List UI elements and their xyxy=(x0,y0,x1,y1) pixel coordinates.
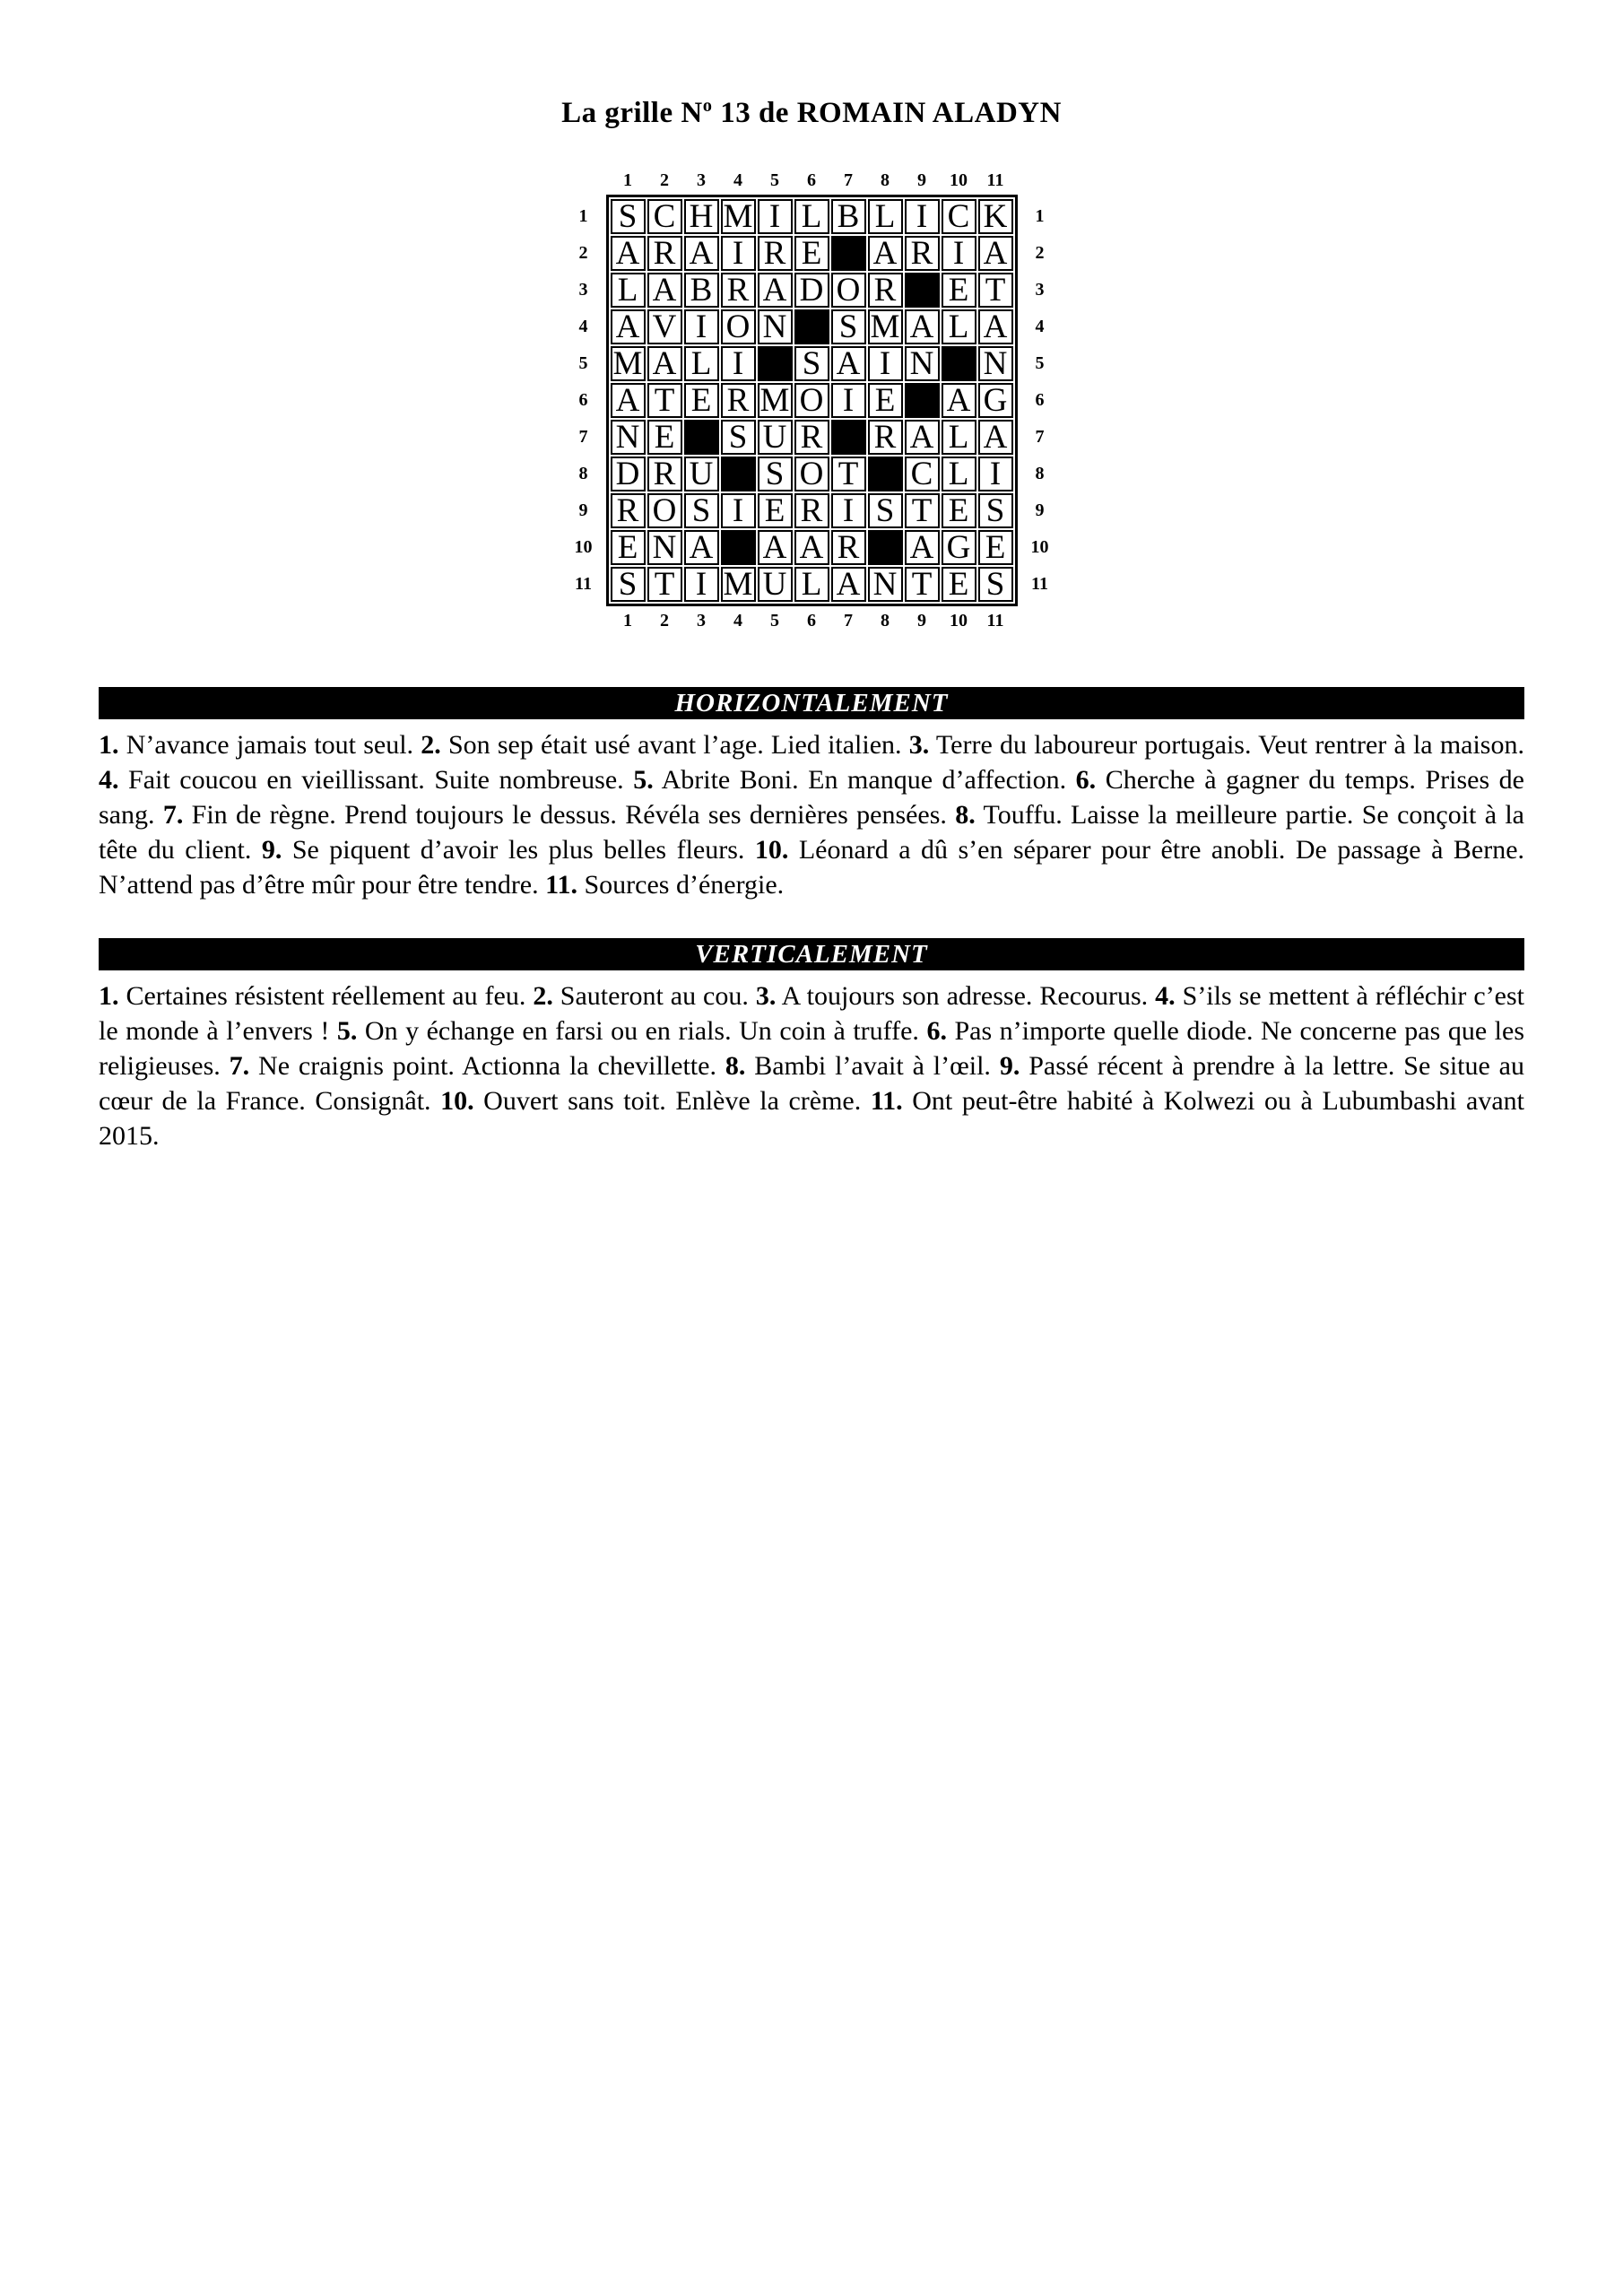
clue-number: 10. xyxy=(754,835,789,865)
grid-row-number: 5 xyxy=(1035,353,1045,373)
section-heading-vertical: VERTICALEMENT xyxy=(695,939,928,969)
grid-cell: O xyxy=(647,493,682,528)
grid-cell: A xyxy=(978,309,1013,344)
grid-cell: A xyxy=(794,530,829,565)
grid-cell: R xyxy=(721,273,756,308)
grid-col-number: 6 xyxy=(807,611,816,631)
grid-cell-black xyxy=(942,346,976,381)
grid-col-number: 11 xyxy=(986,170,1004,190)
clues-vertical: 1. Certaines résistent réellement au feu. 2. Sauteront au cou. 3. A toujours son adresse. Recourus. 4. S’ils se mettent à réfléchir c’est le monde à l’envers ! 5. On y échange en farsi ou en rials. Un coin à truffe. 6. Pas n’importe quelle diode. Ne concerne pas que les religieuses. 7. Ne craignis point. Actionna la chevillette. 8. Bambi l’avait à l’œil. 9. Passé récent à prendre à la lettre. Se situe au cœur de la France. Consignât. 10. Ouvert sans toit. Enlève la crème. 11. Ont peut-être habité à Kolwezi ou à Lubumbashi avant 2015. xyxy=(99,981,1525,1151)
grid-col-number: 1 xyxy=(623,170,632,190)
clue-number: 7. xyxy=(229,1051,250,1081)
grid-cell: E xyxy=(942,493,976,528)
grid-cell-black xyxy=(794,309,829,344)
grid-cell: R xyxy=(868,273,903,308)
grid-row-number: 9 xyxy=(1035,500,1045,520)
grid-cell: R xyxy=(647,236,682,271)
grid-col-number: 4 xyxy=(733,611,742,631)
grid-cell: L xyxy=(684,346,719,381)
grid-cell: N xyxy=(611,420,646,455)
grid-cell-black xyxy=(868,457,903,491)
crossword-middle xyxy=(573,195,1051,606)
grid-cell: M xyxy=(611,346,646,381)
section-banner-horizontal xyxy=(99,687,1524,719)
clue-number: 10. xyxy=(440,1086,474,1116)
grid-cell: B xyxy=(684,273,719,308)
grid-cell: S xyxy=(978,493,1013,528)
grid-cell: L xyxy=(794,567,829,602)
grid-cell: L xyxy=(868,199,903,234)
grid-cell: T xyxy=(647,567,682,602)
grid-row-number: 2 xyxy=(1035,243,1045,263)
grid-cell: A xyxy=(647,273,682,308)
grid-row-number: 10 xyxy=(574,537,593,557)
grid-col-number: 7 xyxy=(844,170,853,190)
grid-col-number: 1 xyxy=(623,611,632,631)
page-content xyxy=(0,88,1623,1153)
grid-cell: T xyxy=(905,493,940,528)
grid-col-number: 4 xyxy=(733,170,742,190)
grid-cell: L xyxy=(611,273,646,308)
grid-cell: O xyxy=(794,457,829,491)
grid-cell: E xyxy=(794,236,829,271)
grid-cell: I xyxy=(868,346,903,381)
grid-cell: M xyxy=(721,567,756,602)
grid-col-number: 8 xyxy=(881,170,890,190)
grid-cell: E xyxy=(684,383,719,418)
grid-cell: R xyxy=(611,493,646,528)
clue-number: 3. xyxy=(755,981,777,1011)
grid-col-number: 6 xyxy=(807,170,816,190)
page-title-ordinal: o xyxy=(702,96,713,116)
grid-cell: D xyxy=(794,273,829,308)
clue-number: 5. xyxy=(633,765,654,795)
grid-cell: N xyxy=(647,530,682,565)
grid-cell: A xyxy=(611,383,646,418)
clue-number: 9. xyxy=(261,835,282,865)
grid-row-number: 11 xyxy=(575,574,592,594)
grid-cell: U xyxy=(684,457,719,491)
grid-cell: A xyxy=(758,273,793,308)
grid-cell: L xyxy=(942,420,976,455)
grid-cell: K xyxy=(978,199,1013,234)
grid-cell: S xyxy=(794,346,829,381)
grid-cell: I xyxy=(905,199,940,234)
grid-cell: L xyxy=(942,309,976,344)
grid-row-number: 8 xyxy=(1035,464,1045,483)
grid-cell: T xyxy=(905,567,940,602)
grid-cell: M xyxy=(721,199,756,234)
grid-cell: O xyxy=(831,273,866,308)
grid-col-number: 7 xyxy=(844,611,853,631)
grid-cell: N xyxy=(758,309,793,344)
grid-cell: E xyxy=(758,493,793,528)
clue-number: 6. xyxy=(1075,765,1097,795)
grid-row-number: 3 xyxy=(578,280,588,300)
grid-cell: E xyxy=(868,383,903,418)
grid-col-number: 3 xyxy=(697,170,706,190)
grid-cell: U xyxy=(758,567,793,602)
clue-number: 11. xyxy=(870,1086,903,1116)
grid-cell: G xyxy=(978,383,1013,418)
clue-number: 1. xyxy=(99,730,119,760)
grid-cell: A xyxy=(942,383,976,418)
grid-cell: R xyxy=(758,236,793,271)
clue-number: 2. xyxy=(421,730,441,760)
clue-number: 8. xyxy=(725,1051,746,1081)
grid-cell: A xyxy=(868,236,903,271)
grid-cell: E xyxy=(942,273,976,308)
grid-cell: S xyxy=(978,567,1013,602)
grid-cell: N xyxy=(868,567,903,602)
grid-row-numbers-right xyxy=(1029,195,1051,606)
grid-cell: A xyxy=(684,236,719,271)
grid-cell-black xyxy=(905,383,940,418)
grid-cell: R xyxy=(721,383,756,418)
grid-row-number: 5 xyxy=(578,353,588,373)
grid-cell: A xyxy=(684,530,719,565)
clue-number: 9. xyxy=(999,1051,1020,1081)
grid-cell: M xyxy=(868,309,903,344)
grid-row-number: 10 xyxy=(1030,537,1049,557)
grid-cell: R xyxy=(647,457,682,491)
grid-cell: R xyxy=(794,420,829,455)
grid-cell: O xyxy=(721,309,756,344)
grid-cell: I xyxy=(942,236,976,271)
grid-cell: C xyxy=(647,199,682,234)
clue-number: 6. xyxy=(926,1016,947,1046)
grid-cell: A xyxy=(978,236,1013,271)
clue-number: 4. xyxy=(1155,981,1176,1011)
grid-col-numbers-bottom xyxy=(606,611,1018,631)
grid-cell: S xyxy=(611,199,646,234)
grid-cell: S xyxy=(684,493,719,528)
grid-cell: I xyxy=(831,383,866,418)
grid-cell: T xyxy=(647,383,682,418)
clue-number: 2. xyxy=(533,981,553,1011)
grid-row-number: 4 xyxy=(578,317,588,336)
grid-cell-black xyxy=(758,346,793,381)
grid-cell: S xyxy=(831,309,866,344)
grid-cell: D xyxy=(611,457,646,491)
grid-row-number: 7 xyxy=(1035,427,1045,447)
grid-cell: T xyxy=(978,273,1013,308)
grid-cell: I xyxy=(758,199,793,234)
grid-cell: N xyxy=(978,346,1013,381)
grid-cell: A xyxy=(905,309,940,344)
grid-row-number: 9 xyxy=(578,500,588,520)
page-title-suffix: 13 de ROMAIN ALADYN xyxy=(712,97,1062,129)
grid-row-number: 7 xyxy=(578,427,588,447)
grid-col-number: 9 xyxy=(917,611,926,631)
clue-number: 3. xyxy=(908,730,930,760)
grid-col-numbers-top xyxy=(606,170,1018,191)
grid-cell: S xyxy=(721,420,756,455)
grid-cell-black xyxy=(905,273,940,308)
grid-cell: I xyxy=(978,457,1013,491)
grid-row-number: 6 xyxy=(1035,390,1045,410)
grid-cell: A xyxy=(611,236,646,271)
grid-cell: L xyxy=(794,199,829,234)
grid-cell: R xyxy=(794,493,829,528)
grid-cell-black xyxy=(831,420,866,455)
grid-cell-black xyxy=(721,457,756,491)
clue-number: 8. xyxy=(955,800,976,830)
grid-col-number: 5 xyxy=(770,611,779,631)
grid-cell: I xyxy=(721,236,756,271)
grid-row-number: 6 xyxy=(578,390,588,410)
grid-row-numbers-left xyxy=(573,195,595,606)
crossword xyxy=(99,170,1524,631)
grid-cell: G xyxy=(942,530,976,565)
grid-cell: A xyxy=(758,530,793,565)
grid-row-number: 1 xyxy=(1035,206,1045,226)
grid-cell: V xyxy=(647,309,682,344)
grid-cell: R xyxy=(831,530,866,565)
grid-col-number: 10 xyxy=(950,611,968,631)
grid-cell: U xyxy=(758,420,793,455)
grid-cell: E xyxy=(611,530,646,565)
grid-row-number: 11 xyxy=(1031,574,1048,594)
grid-cell: C xyxy=(905,457,940,491)
grid-cell: C xyxy=(942,199,976,234)
grid-col-number: 5 xyxy=(770,170,779,190)
clue-number: 1. xyxy=(99,981,119,1011)
grid-cell: A xyxy=(831,346,866,381)
grid-cell-black xyxy=(721,530,756,565)
grid-cell: B xyxy=(831,199,866,234)
clues-horizontal: 1. N’avance jamais tout seul. 2. Son sep était usé avant l’age. Lied italien. 3. Terre du laboureur portugais. Veut rentrer à la maison. 4. Fait coucou en vieillissant. Suite nombreuse. 5. Abrite Boni. En manque d’affection. 6. Cherche à gagner du temps. Prises de sang. 7. Fin de règne. Prend toujours le dessus. Révéla ses dernières pensées. 8. Touffu. Laisse la meilleure partie. Se conçoit à la tête du client. 9. Se piquent d’avoir les plus belles fleurs. 10. Léonard a dû s’en séparer pour être anobli. De passage à Berne. N’attend pas d’être mûr pour être tendre. 11. Sources d’énergie. xyxy=(99,730,1525,900)
grid-cell: A xyxy=(831,567,866,602)
grid-cell: I xyxy=(684,309,719,344)
grid-row-number: 4 xyxy=(1035,317,1045,336)
grid-cell: S xyxy=(758,457,793,491)
grid-col-number: 11 xyxy=(986,611,1004,631)
grid-cell: A xyxy=(905,530,940,565)
crossword-board xyxy=(606,195,1018,606)
clue-number: 4. xyxy=(99,765,119,795)
grid-cell: H xyxy=(684,199,719,234)
clue-number: 11. xyxy=(545,870,577,900)
clue-number: 5. xyxy=(336,1016,358,1046)
grid-cell: S xyxy=(868,493,903,528)
grid-cell-black xyxy=(684,420,719,455)
grid-cell: T xyxy=(831,457,866,491)
grid-col-number: 9 xyxy=(917,170,926,190)
grid-cell: E xyxy=(978,530,1013,565)
grid-cell: A xyxy=(647,346,682,381)
grid-cell: E xyxy=(942,567,976,602)
grid-cell: A xyxy=(978,420,1013,455)
grid-cell: N xyxy=(905,346,940,381)
grid-col-number: 10 xyxy=(950,170,968,190)
grid-row-number: 2 xyxy=(578,243,588,263)
grid-cell: A xyxy=(611,309,646,344)
grid-cell: I xyxy=(831,493,866,528)
grid-cell: A xyxy=(905,420,940,455)
grid-cell: R xyxy=(868,420,903,455)
section-banner-vertical xyxy=(99,938,1524,970)
section-heading-horizontal: HORIZONTALEMENT xyxy=(674,688,949,718)
page-title-prefix: La grille N xyxy=(561,97,703,129)
grid-row-number: 8 xyxy=(578,464,588,483)
grid-cell: R xyxy=(905,236,940,271)
grid-cell: M xyxy=(758,383,793,418)
grid-col-number: 2 xyxy=(660,611,669,631)
grid-cell-black xyxy=(831,236,866,271)
grid-col-number: 2 xyxy=(660,170,669,190)
grid-cell: E xyxy=(647,420,682,455)
grid-cell: O xyxy=(794,383,829,418)
clue-number: 7. xyxy=(162,800,184,830)
grid-cell: L xyxy=(942,457,976,491)
grid-cell: I xyxy=(721,346,756,381)
grid-cell: I xyxy=(721,493,756,528)
grid-cell: I xyxy=(684,567,719,602)
grid-cell-black xyxy=(868,530,903,565)
grid-col-number: 3 xyxy=(697,611,706,631)
page-title xyxy=(99,88,1524,131)
grid-col-number: 8 xyxy=(881,611,890,631)
grid-row-number: 1 xyxy=(578,206,588,226)
grid-cell: S xyxy=(611,567,646,602)
grid-row-number: 3 xyxy=(1035,280,1045,300)
